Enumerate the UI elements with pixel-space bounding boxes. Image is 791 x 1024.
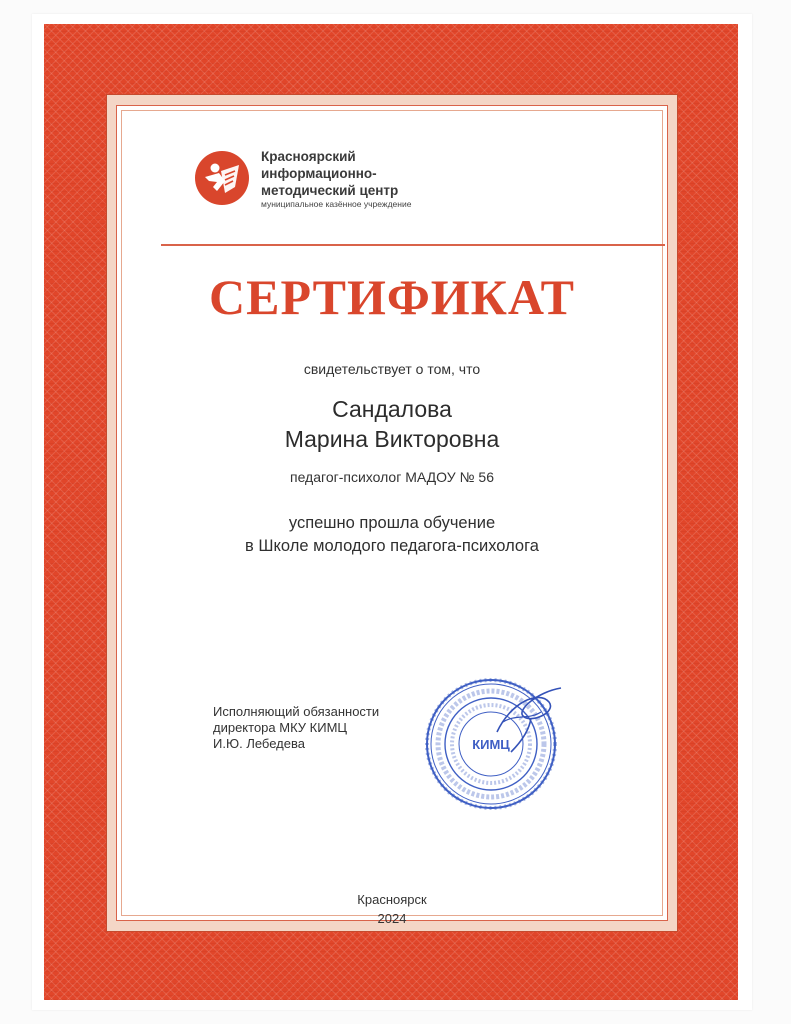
certificate-body	[116, 105, 668, 926]
organization-name-line: информационно-	[261, 166, 377, 181]
certificate-title: СЕРТИФИКАТ	[208, 269, 575, 325]
signatory-line: И.Ю. Лебедева	[213, 736, 305, 751]
footer-year: 2024	[377, 911, 407, 926]
footer-city: Красноярск	[357, 892, 427, 907]
kimc-logo-icon	[195, 151, 249, 205]
result-text-line: в Школе молодого педагога-психолога	[245, 537, 539, 555]
signatory-line: Исполняющий обязанности	[213, 704, 380, 719]
recipient-surname: Сандалова	[332, 396, 452, 422]
organization-header	[195, 148, 555, 208]
result-text-line: успешно прошла обучение	[288, 514, 496, 532]
organization-type: муниципальное казённое учреждение	[261, 199, 412, 209]
organization-name	[261, 148, 551, 199]
stamp-center-text: КИМЦ	[472, 737, 510, 752]
signatory-block	[213, 704, 433, 752]
certificate-sheet	[32, 14, 752, 1010]
organization-name-line: Красноярский	[261, 149, 356, 164]
decorative-frame	[44, 24, 738, 1000]
recipient-given-names: Марина Викторовна	[284, 426, 500, 452]
official-stamp	[411, 662, 611, 812]
signatory-line: директора МКУ КИМЦ	[213, 720, 348, 735]
recipient-position: педагог-психолог МАДОУ № 56	[290, 469, 494, 485]
header-divider	[161, 244, 665, 246]
organization-name-line: методический центр	[261, 183, 399, 198]
statement-text: свидетельствует о том, что	[303, 361, 481, 377]
